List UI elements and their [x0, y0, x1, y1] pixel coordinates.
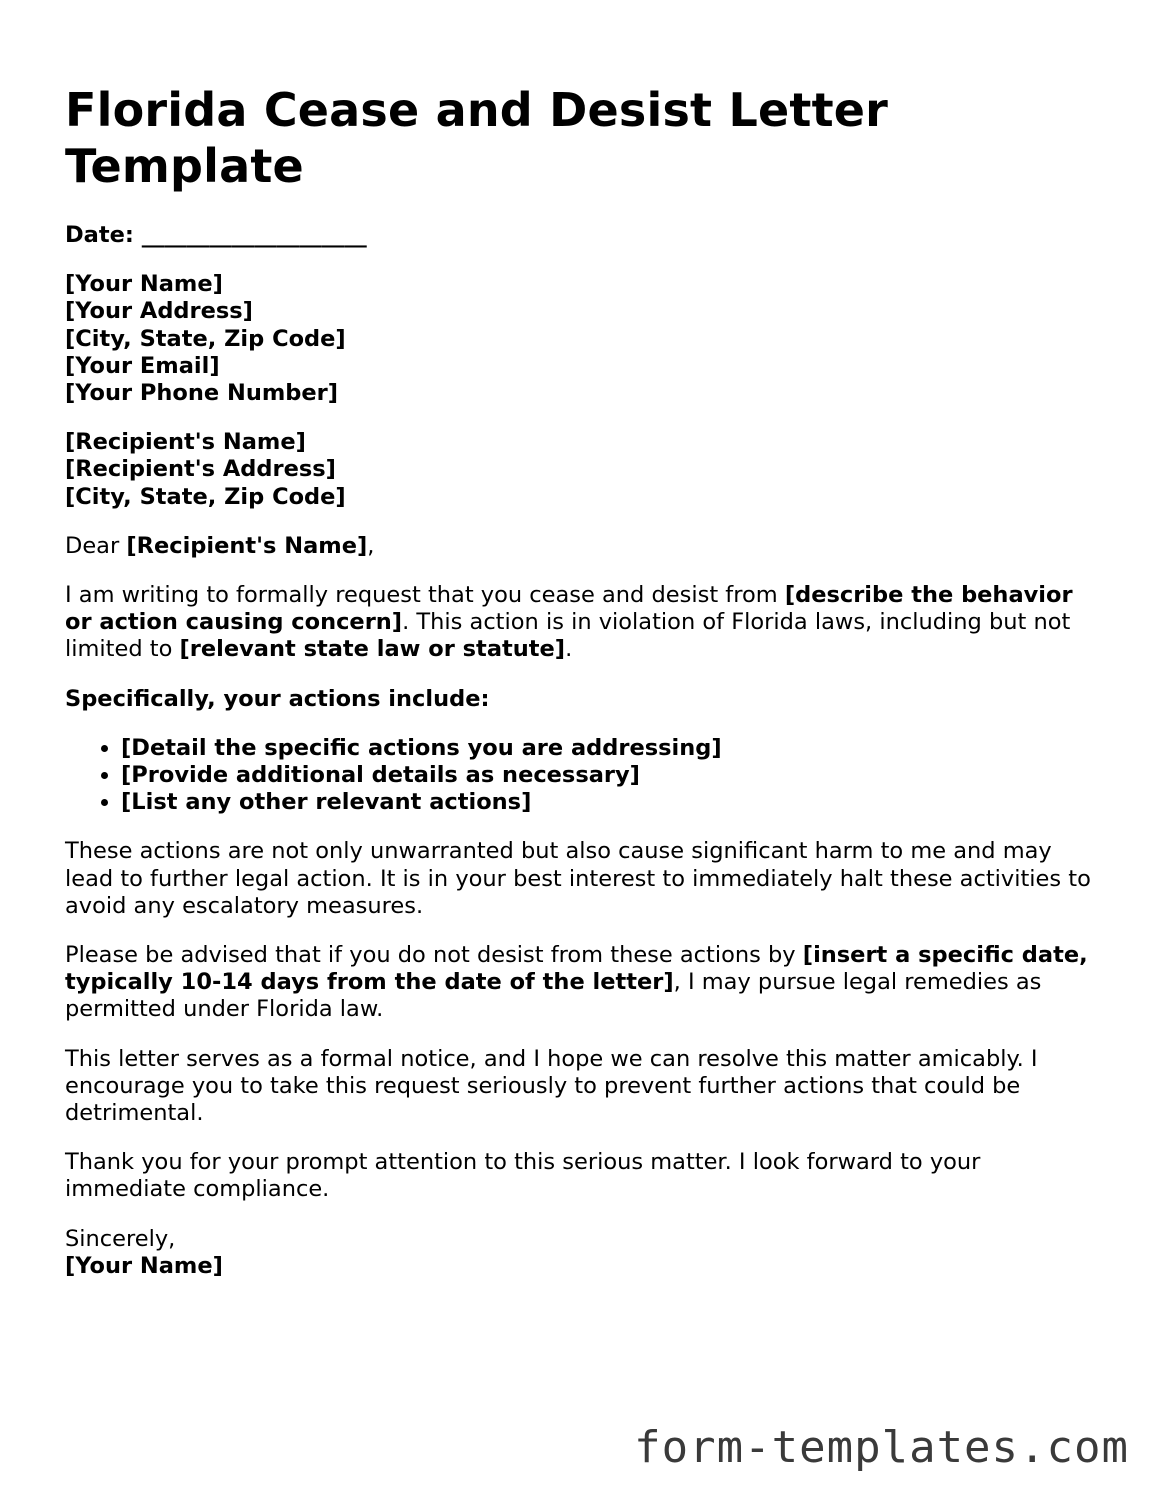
sender-address: [Your Address] [65, 298, 253, 325]
para1-placeholder-behavior: [describe the behavior or action causing concern] [65, 582, 1073, 636]
para1-text-3: . [565, 636, 573, 663]
list-item: • [Provide additional details as necessary] [121, 762, 1105, 789]
paragraph-notice: This letter serves as a formal notice, and I hope we can resolve this matter amicably. I encourage you to take this request seriously to prevent further actions that could be detrimental. [65, 1045, 1038, 1127]
actions-heading: Specifically, your actions include: [65, 685, 490, 712]
sender-email: [Your Email] [65, 352, 220, 379]
para3-placeholder-date: [insert a specific date, typically 10-14 days from the date of the letter] [65, 942, 1088, 996]
sender-block [65, 271, 1105, 407]
closing: Sincerely, [65, 1225, 176, 1252]
page-title: Florida Cease and Desist Letter Template [65, 83, 889, 193]
date-line [65, 222, 1105, 249]
salutation-name: [Recipient's Name] [126, 532, 368, 559]
sender-phone: [Your Phone Number] [65, 380, 339, 407]
para1-placeholder-statute: [relevant state law or statute] [179, 636, 566, 663]
sender-city: [City, State, Zip Code] [65, 325, 346, 352]
recipient-name: [Recipient's Name] [65, 429, 306, 456]
signature-block [65, 1226, 1105, 1280]
date-blank: ____________________ [141, 222, 367, 248]
para1-text-2: . This action is in violation of Florida laws, including but not limited to [65, 609, 1071, 663]
para1-text-1: I am writing to formally request that you cease and desist from [65, 582, 785, 609]
watermark: form-templates.com [634, 1422, 1129, 1473]
signature-name: [Your Name] [65, 1252, 223, 1279]
paragraph-request [65, 582, 1105, 664]
paragraph-deadline [65, 942, 1105, 1024]
salutation-prefix: Dear [65, 532, 127, 559]
paragraph-thanks: Thank you for your prompt attention to this serious matter. I look forward to your immediate compliance. [65, 1149, 981, 1203]
salutation-suffix: , [367, 532, 375, 559]
recipient-address: [Recipient's Address] [65, 456, 336, 483]
para3-text-1: Please be advised that if you do not desist from these actions by [65, 942, 803, 969]
sender-name: [Your Name] [65, 271, 223, 298]
recipient-block [65, 429, 1105, 511]
list-item: • [Detail the specific actions you are addressing] [121, 735, 1105, 762]
para3-text-2: , I may pursue legal remedies as permitted under Florida law. [65, 969, 1042, 1023]
actions-list [65, 735, 1105, 817]
recipient-city: [City, State, Zip Code] [65, 483, 346, 510]
paragraph-harm: These actions are not only unwarranted but also cause significant harm to me and may lead to further legal action. It is in your best interest to immediately halt these activities to avoid any escalatory measures. [65, 838, 1091, 919]
list-item: • [List any other relevant actions] [121, 789, 1105, 816]
letter-page [65, 82, 1105, 1280]
date-label: Date: [65, 222, 134, 248]
salutation [65, 533, 1105, 560]
